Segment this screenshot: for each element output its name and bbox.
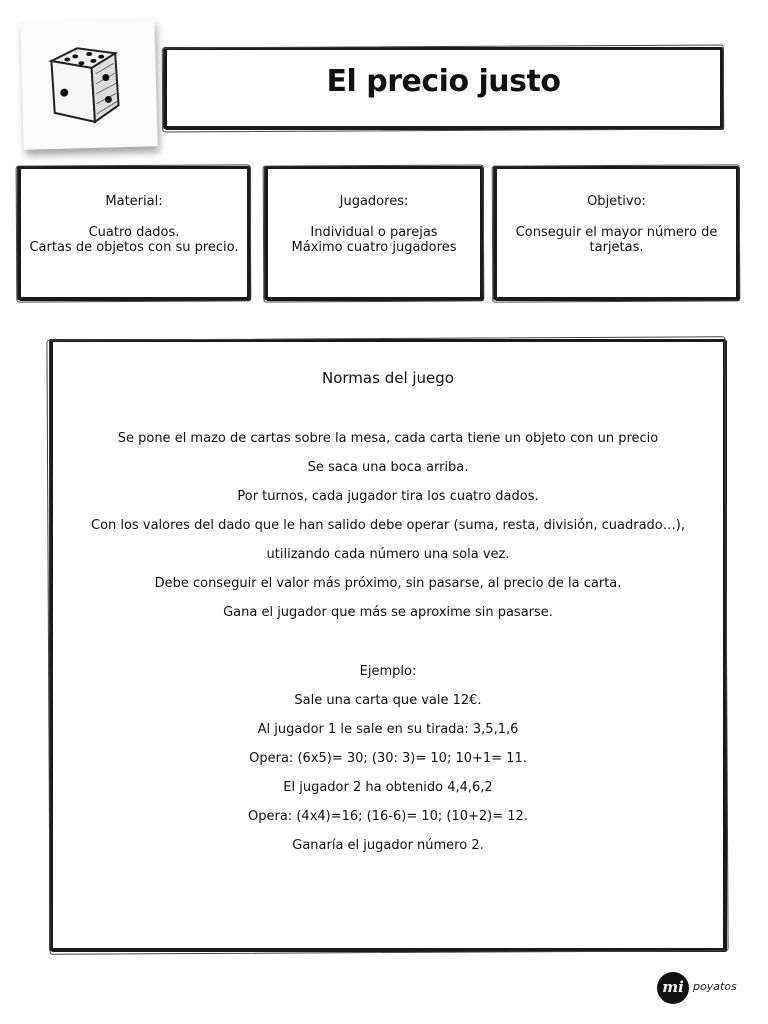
material-line: Cuatro dados. — [88, 225, 180, 240]
example-title: Ejemplo: — [359, 664, 417, 679]
objetivo-heading: Objetivo: — [587, 194, 646, 209]
logo-mark: mi — [657, 972, 689, 1004]
dice-photo — [20, 18, 157, 149]
title-box — [164, 47, 723, 129]
rule-line: Por turnos, cada jugador tira los cuatro dados. — [237, 489, 539, 504]
rule-line: Se saca una boca arriba. — [307, 460, 469, 475]
logo-text: poyatos — [693, 980, 737, 993]
material-box — [18, 166, 250, 300]
example-line: Sale una carta que vale 12€. — [294, 693, 482, 708]
author-logo — [657, 970, 757, 1006]
material-heading: Material: — [105, 194, 163, 209]
material-line: Cartas de objetos con su precio. — [29, 240, 239, 255]
rule-line: utilizando cada número una sola vez. — [266, 547, 510, 562]
dice-icon — [37, 29, 140, 132]
example-line: Opera: (6x5)= 30; (30: 3)= 10; 10+1= 11. — [249, 751, 527, 766]
example-line: Ganaría el jugador número 2. — [292, 838, 484, 853]
objetivo-text — [497, 225, 736, 255]
jugadores-line: Máximo cuatro jugadores — [291, 240, 457, 255]
jugadores-box — [265, 166, 483, 300]
rule-line: Se pone el mazo de cartas sobre la mesa, cada carta tiene un objeto con un precio — [117, 431, 659, 446]
rules-box — [50, 339, 726, 951]
objetivo-box — [494, 166, 739, 300]
example-line: El jugador 2 ha obtenido 4,4,6,2 — [283, 780, 493, 795]
jugadores-text — [268, 225, 480, 255]
objetivo-line: tarjetas. — [589, 240, 644, 255]
rules-title: Normas del juego — [322, 369, 454, 387]
jugadores-line: Individual o parejas — [310, 225, 438, 240]
rule-line: Con los valores del dado que le han salido debe operar (suma, resta, división, cuadrado…), — [91, 518, 685, 533]
example-line: Al jugador 1 le sale en su tirada: 3,5,1,6 — [257, 722, 519, 737]
material-text — [21, 225, 247, 255]
rule-line: Gana el jugador que más se aproxime sin pasarse. — [223, 605, 553, 620]
objetivo-line: Conseguir el mayor número de — [515, 225, 718, 240]
example-line: Opera: (4x4)=16; (16-6)= 10; (10+2)= 12. — [248, 809, 528, 824]
rule-line: Debe conseguir el valor más próximo, sin pasarse, al precio de la carta. — [154, 576, 622, 591]
jugadores-heading: Jugadores: — [339, 194, 409, 209]
page-title: El precio justo — [326, 64, 561, 99]
